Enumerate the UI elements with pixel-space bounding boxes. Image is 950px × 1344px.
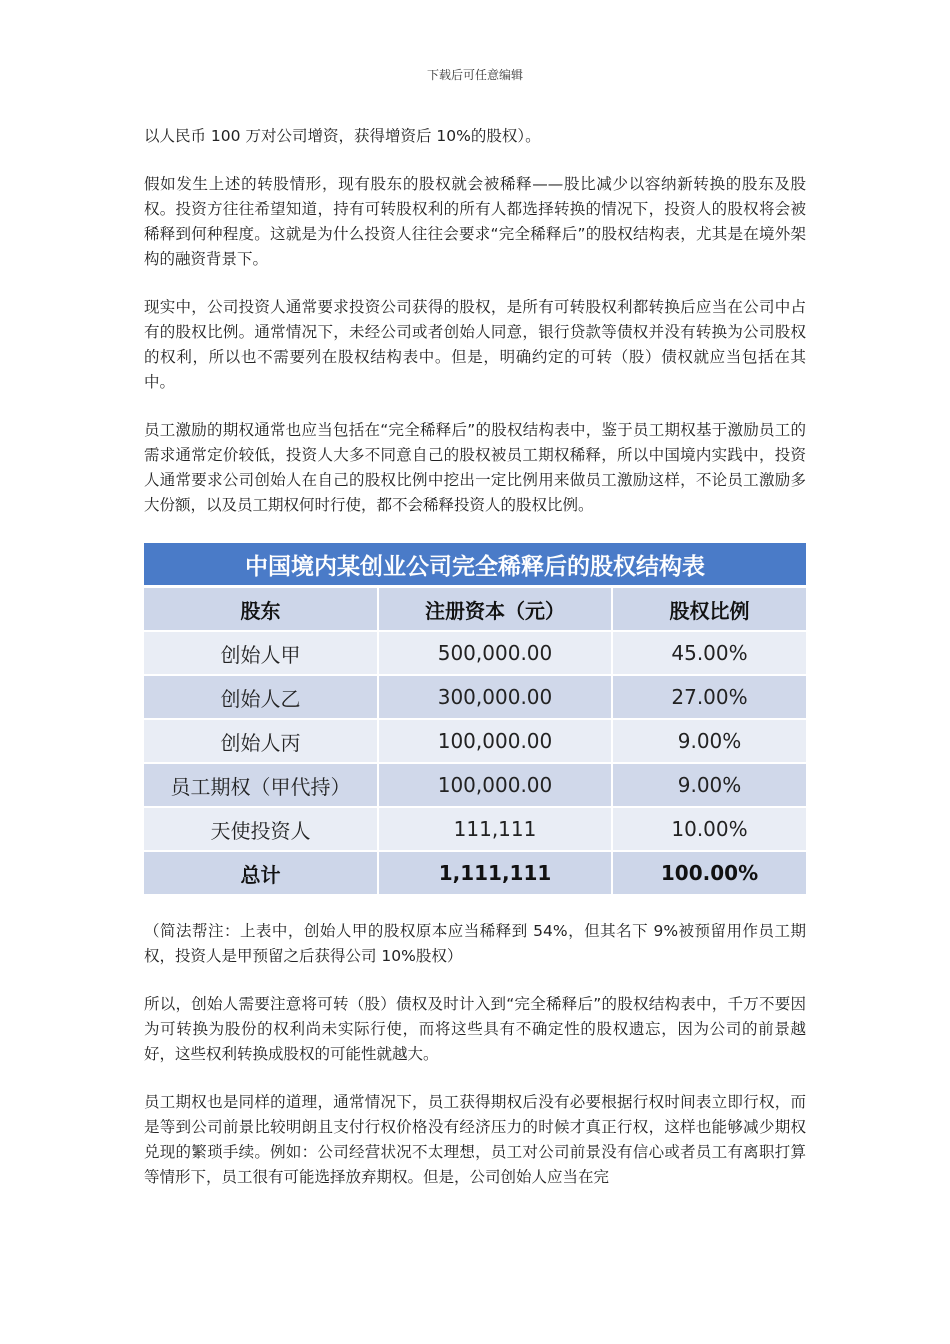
cell-shareholder: 创始人丙 [144, 719, 378, 763]
paragraph: 以人民币 100 万对公司增资，获得增资后 10%的股权）。 [144, 127, 541, 145]
cell-ratio: 9.00% [612, 763, 806, 807]
cell-capital: 100,000.00 [378, 763, 612, 807]
cell-ratio: 45.00% [612, 631, 806, 675]
table-row [144, 807, 806, 851]
table-title: 中国境内某创业公司完全稀释后的股权结构表 [144, 543, 806, 587]
cell-total-capital: 1,111,111 [378, 851, 612, 895]
column-header-registered-capital: 注册资本（元） [378, 587, 612, 632]
cell-shareholder: 创始人甲 [144, 631, 378, 675]
cell-shareholder: 创始人乙 [144, 675, 378, 719]
cell-ratio: 9.00% [612, 719, 806, 763]
table-total-row [144, 851, 806, 895]
cell-shareholder: 天使投资人 [144, 807, 378, 851]
cell-ratio: 10.00% [612, 807, 806, 851]
page-header: 下载后可任意编辑 [426, 68, 523, 82]
table-row [144, 631, 806, 675]
table-header-row [144, 587, 806, 632]
column-header-equity-ratio: 股权比例 [612, 587, 806, 632]
column-header-shareholder: 股东 [144, 587, 378, 632]
cell-capital: 500,000.00 [378, 631, 612, 675]
table-row [144, 675, 806, 719]
document-body [144, 124, 806, 1190]
equity-table-container [144, 543, 806, 896]
paragraph: 员工激励的期权通常也应当包括在“完全稀释后”的股权结构表中，鉴于员工期权基于激励员工的需求通常定价较低，投资人大多不同意自己的股权被员工期权稀释，所以中国境内实践中，投资人通常要求公司创始人在自己的股权比例中挖出一定比例用来做员工激励这样，不论员工激励多大份额，以及员工期权何时行使，都不会稀释投资人的股权比例。 [144, 421, 806, 514]
cell-shareholder: 员工期权（甲代持） [144, 763, 378, 807]
cell-total-label: 总计 [144, 851, 378, 895]
cell-capital: 100,000.00 [378, 719, 612, 763]
cell-ratio: 27.00% [612, 675, 806, 719]
cell-capital: 111,111 [378, 807, 612, 851]
paragraph: 员工期权也是同样的道理，通常情况下，员工获得期权后没有必要根据行权时间表立即行权，而是等到公司前景比较明朗且支付行权价格没有经济压力的时候才真正行权，这样也能够减少期权兑现的繁琐手续。例如：公司经营状况不太理想，员工对公司前景没有信心或者员工有离职打算等情形下，员工很有可能选择放弃期权。但是，公司创始人应当在完 [144, 1093, 806, 1186]
cell-capital: 300,000.00 [378, 675, 612, 719]
table-row [144, 719, 806, 763]
cell-total-ratio: 100.00% [612, 851, 806, 895]
table-note: （简法帮注：上表中，创始人甲的股权原本应当稀释到 54%，但其名下 9%被预留用作员工期权，投资人是甲预留之后获得公司 10%股权） [144, 922, 806, 965]
table-row [144, 763, 806, 807]
paragraph: 现实中，公司投资人通常要求投资公司获得的股权，是所有可转股权利都转换后应当在公司中占有的股权比例。通常情况下，未经公司或者创始人同意，银行贷款等债权并没有转换为公司股权的权利，所以也不需要列在股权结构表中。但是，明确约定的可转（股）债权就应当包括在其中。 [144, 298, 806, 391]
equity-structure-table [144, 543, 806, 896]
paragraph: 假如发生上述的转股情形，现有股东的股权就会被稀释——股比减少以容纳新转换的股东及股权。投资方往往希望知道，持有可转股权利的所有人都选择转换的情况下，投资人的股权将会被稀释到何种程度。这就是为什么投资人往往会要求“完全稀释后”的股权结构表，尤其是在境外架构的融资背景下。 [144, 175, 806, 268]
paragraph: 所以，创始人需要注意将可转（股）债权及时计入到“完全稀释后”的股权结构表中，千万不要因为可转换为股份的权利尚未实际行使，而将这些具有不确定性的股权遗忘，因为公司的前景越好，这些权利转换成股权的可能性就越大。 [144, 995, 806, 1063]
